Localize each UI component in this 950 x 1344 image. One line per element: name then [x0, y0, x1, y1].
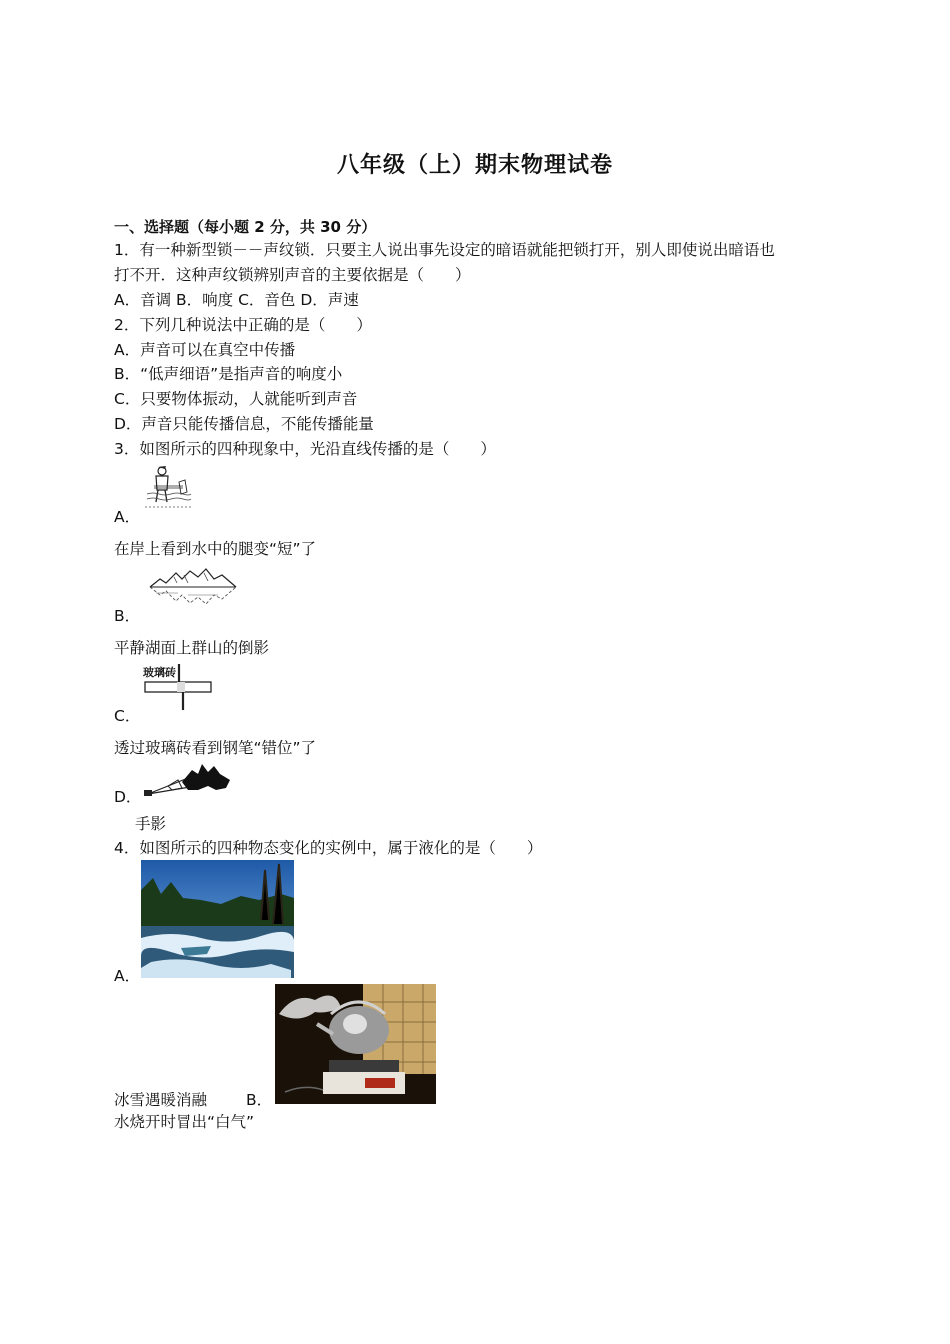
glass-brick-pen-image: [141, 662, 216, 712]
melting-snow-image: [141, 860, 294, 978]
page-title: 八年级（上）期末物理试卷: [336, 153, 613, 178]
q4-caption-a: 冰雪遇暖消融: [114, 1091, 208, 1109]
q3-caption-b: 平静湖面上群山的倒影: [114, 639, 270, 657]
q2-option-c: C．只要物体振动，人就能听到声音: [114, 390, 358, 408]
q3-stem: 3．如图所示的四种现象中，光沿直线传播的是（ ）: [114, 440, 496, 458]
q3-caption-a: 在岸上看到水中的腿变“短”了: [114, 540, 317, 558]
q3-label-d: D．: [114, 788, 142, 806]
q1-stem-line2: 打不开．这种声纹锁辨别声音的主要依据是（ ）: [114, 266, 471, 284]
q3-label-c: C．: [114, 707, 141, 725]
q4-caption-b: 水烧开时冒出“白气”: [114, 1113, 255, 1131]
q1-options: A．音调 B．响度 C．音色 D．声速: [114, 291, 359, 309]
q4-label-b: B．: [246, 1091, 273, 1109]
hand-shadow-image: [142, 760, 234, 798]
q3-caption-c: 透过玻璃砖看到钢笔“错位”了: [114, 739, 317, 757]
q4-stem: 4．如图所示的四种物态变化的实例中，属于液化的是（ ）: [114, 839, 543, 857]
section-heading: 一、选择题（每小题 2 分，共 30 分）: [114, 218, 377, 236]
q2-stem: 2．下列几种说法中正确的是（ ）: [114, 316, 372, 334]
person-in-water-image: [143, 462, 193, 512]
q1-stem-line1: 1．有一种新型锁－－声纹锁．只要主人说出事先设定的暗语就能把锁打开，别人即使说出暗语也: [114, 241, 775, 259]
glass-brick-label: 玻璃砖: [143, 666, 176, 679]
q2-option-a: A．声音可以在真空中传播: [114, 341, 296, 359]
boiling-kettle-image: [275, 984, 436, 1104]
mountain-reflection-image: [148, 565, 238, 605]
q2-option-d: D．声音只能传播信息，不能传播能量: [114, 415, 374, 433]
q3-caption-d: 手影: [135, 815, 167, 833]
q3-label-b: B．: [114, 607, 141, 625]
q4-label-a: A．: [114, 967, 141, 985]
q3-label-a: A．: [114, 508, 141, 526]
q2-option-b: B．“低声细语”是指声音的响度小: [114, 365, 343, 383]
